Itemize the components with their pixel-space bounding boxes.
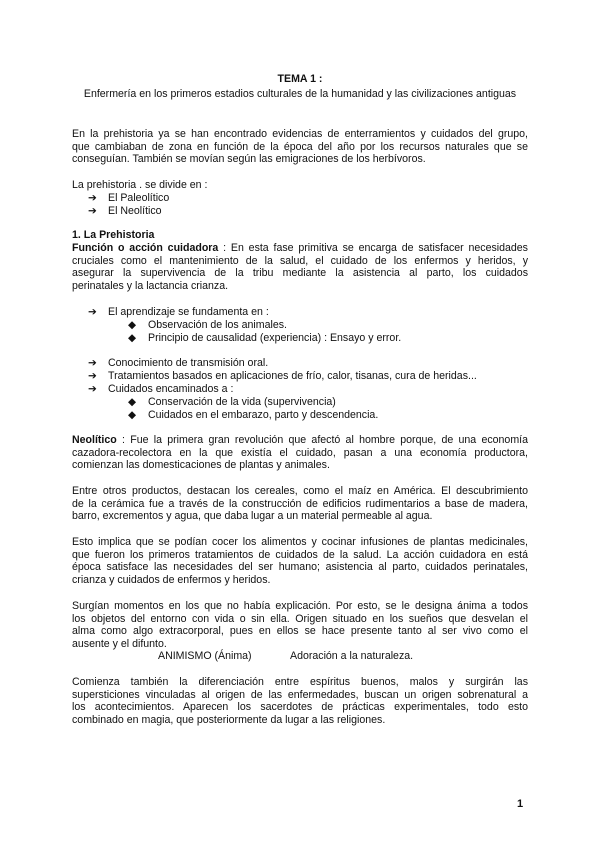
arrow-right-icon: ➔ xyxy=(88,192,97,204)
list-item: ➔ Conocimiento de transmisión oral. xyxy=(88,357,269,369)
cook-paragraph: Esto implica que se podían cocer los alimentos y cocinar infusiones de plantas medicinales, que fueron los primeros tratamientos de cuidados de la salud. La acción cuidadora en está época satisface las necesidades del ser humano; asistencia al parto, cuidados perinatales, crianza y cuidados de enfermos y heridos. xyxy=(72,536,528,586)
diamond-bullet-icon: ◆ xyxy=(128,396,137,408)
intro-line: En la prehistoria ya se han encontrado evidencias de enterramientos y cuidados del grupo, xyxy=(72,128,528,140)
list-item: ➔ Tratamientos basados en aplicaciones de frío, calor, tisanas, cura de heridas... xyxy=(88,370,477,382)
list-item: ➔ Cuidados encaminados a : xyxy=(88,383,234,395)
arrow-right-icon: ➔ xyxy=(88,357,97,369)
spirits-paragraph: Comienza también la diferenciación entre espíritus buenos, malos y surgirán las supersticiones vinculadas al origen de las enfermedades, buscan un origen sobrenatural a los acontecimientos. Aparecen los sacerdotes de prácticas experimentales, todo esto combinado en magia, que posteriormente da lugar a las religiones. xyxy=(72,676,528,726)
anima-paragraph: Surgían momentos en los que no había explicación. Por esto, se le designa ánima a todos los objetos del entorno con vida o sin ella. Origen situado en los sueños que desvelan el alma como algo extracorporal, pues en ellos se hace presente tanto al ser vivo como el ausente y el difunto. xyxy=(72,600,528,650)
lead-bold: Función o acción cuidadora xyxy=(72,242,219,254)
arrow-right-icon: ➔ xyxy=(88,383,97,395)
cereals-paragraph: Entre otros productos, destacan los cereales, como el maíz en América. El descubrimiento de la cerámica fue a través de la construcción de edificios rudimentarios a base de madera, barro, excrementos y agua, que daba lugar a un material permeable al agua. xyxy=(72,485,528,523)
animism-label: ANIMISMO (Ánima) xyxy=(158,650,252,662)
intro-paragraph xyxy=(72,128,528,166)
list-item: ➔ El aprendizaje se fundamenta en : xyxy=(88,306,269,318)
lead-bold: Neolítico xyxy=(72,434,117,446)
animism-description: Adoración a la naturaleza. xyxy=(290,650,414,662)
intro-line: conseguían. También se movían según las emigraciones de los herbívoros. xyxy=(72,153,426,166)
diamond-bullet-icon: ◆ xyxy=(128,332,137,344)
section1-paragraph: Función o acción cuidadora : En esta fase primitiva se encarga de satisfacer necesidades cruciales como el mantenimiento de la salud, el cuidado de los enfermos y heridos, y asegurar la supervivencia de la tribu mediante la asistencia al parto, los cuidados perinatales y la lactancia crianza. xyxy=(72,242,528,292)
page-subtitle: Enfermería en los primeros estadios culturales de la humanidad y las civilizaciones antiguas xyxy=(83,88,517,100)
division-text: La prehistoria . se divide en : xyxy=(72,179,208,191)
list-item: ◆ Conservación de la vida (supervivencia) xyxy=(128,396,336,408)
list-item: ◆ Principio de causalidad (experiencia) : Ensayo y error. xyxy=(128,332,402,344)
list-item: ◆ Observación de los animales. xyxy=(128,319,287,331)
list-item: ➔ El Paleolítico xyxy=(88,192,170,204)
diamond-bullet-icon: ◆ xyxy=(128,409,137,421)
page-title: TEMA 1 : xyxy=(277,73,323,85)
intro-line: que cambiaban de zona en función de la época del año por los recursos naturales que se xyxy=(72,140,528,153)
diamond-bullet-icon: ◆ xyxy=(128,319,137,331)
section-heading: 1. La Prehistoria xyxy=(72,229,155,241)
arrow-right-icon: ➔ xyxy=(88,306,97,318)
arrow-right-icon: ➔ xyxy=(88,370,97,382)
neolithic-paragraph: Neolítico : Fue la primera gran revolución que afectó al hombre porque, de una economía cazadora-recolectora en la que existía el cuidado, pasan a una economía productora, comienzan las domesticaciones de plantas y animales. xyxy=(72,434,528,472)
list-item: ➔ El Neolítico xyxy=(88,205,162,217)
page-number: 1 xyxy=(517,798,524,810)
list-item: ◆ Cuidados en el embarazo, parto y descendencia. xyxy=(128,409,379,421)
arrow-right-icon: ➔ xyxy=(88,205,97,217)
